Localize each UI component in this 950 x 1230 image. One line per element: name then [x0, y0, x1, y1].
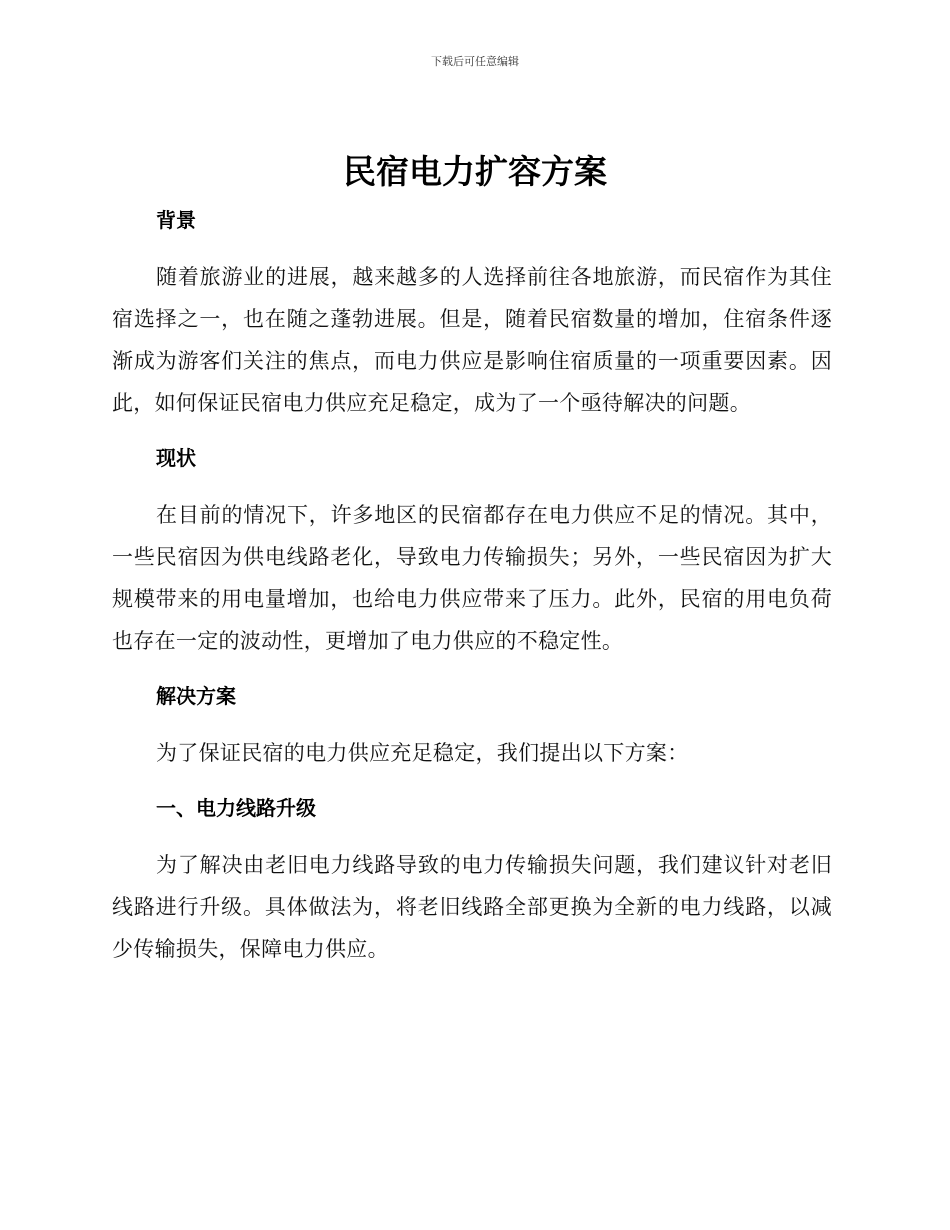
paragraph-background: 随着旅游业的进展，越来越多的人选择前往各地旅游，而民宿作为其住宿选择之一，也在随之蓬勃进展。但是，随着民宿数量的增加，住宿条件逐渐成为游客们关注的焦点，而电力供应是影响住宿质量的一项重要因素。因此，如何保证民宿电力供应充足稳定，成为了一个亟待解决的问题。: [112, 265, 832, 415]
section-heading-status: 现状: [156, 446, 196, 470]
section-heading-background: 背景: [156, 208, 196, 232]
paragraph-status: 在目前的情况下，许多地区的民宿都存在电力供应不足的情况。其中，一些民宿因为供电线路老化，导致电力传输损失；另外，一些民宿因为扩大规模带来的用电量增加，也给电力供应带来了压力。此外，民宿的用电负荷也存在一定的波动性，更增加了电力供应的不稳定性。: [112, 503, 832, 653]
document-body: [112, 198, 832, 970]
section-heading-solution: 解决方案: [156, 684, 236, 708]
paragraph-line-upgrade: 为了解决由老旧电力线路导致的电力传输损失问题，我们建议针对老旧线路进行升级。具体做法为，将老旧线路全部更换为全新的电力线路，以减少传输损失，保障电力供应。: [112, 853, 832, 961]
document-title: 民宿电力扩容方案: [343, 152, 607, 191]
paragraph-solution: 为了保证民宿的电力供应充足稳定，我们提出以下方案：: [156, 741, 689, 765]
section-heading-line-upgrade: 一、电力线路升级: [156, 796, 316, 820]
page-header-note: 下载后可任意编辑: [431, 55, 519, 68]
